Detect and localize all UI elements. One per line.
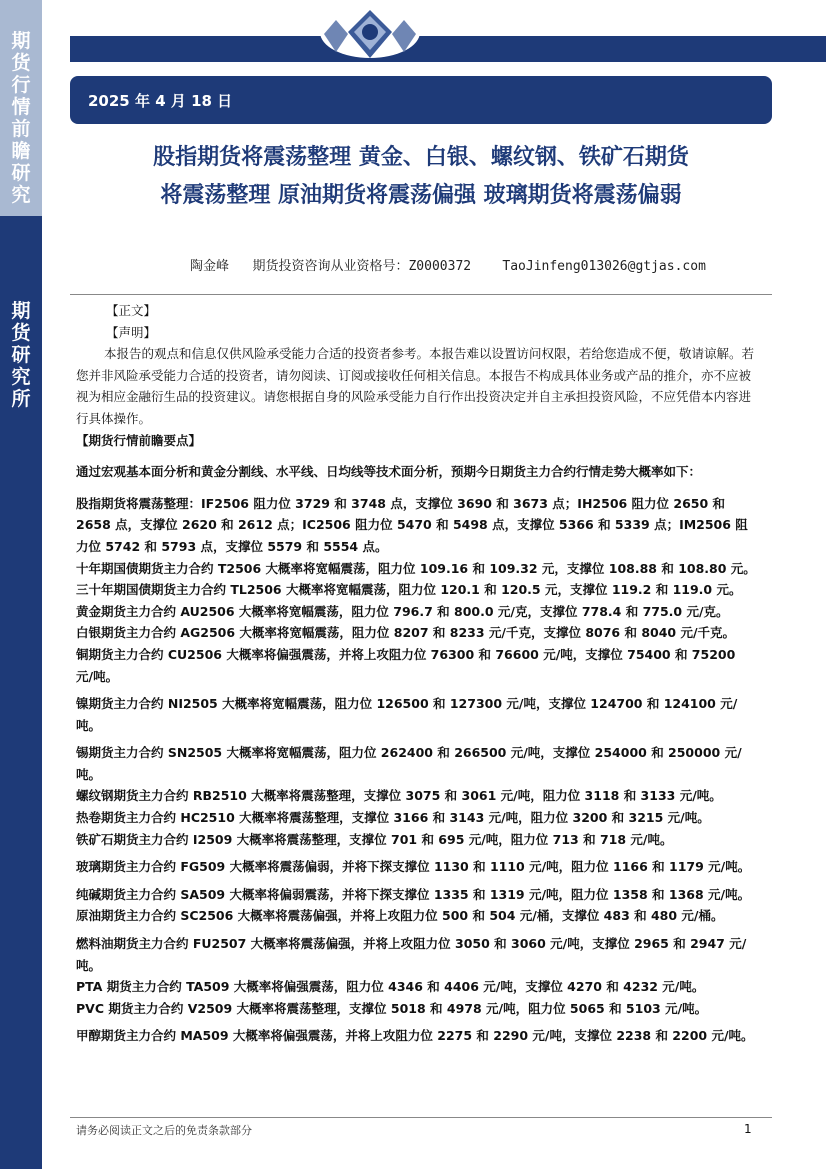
section-disclaimer-heading: 【声明】 [106, 324, 157, 340]
forecast-item: 纯碱期货主力合约 SA509 大概率将偏弱震荡，并将下探支撑位 1335 和 1319 元/吨，阻力位 1358 和 1368 元/吨。 [76, 886, 751, 902]
forecast-item: 股指期货将震荡整理：IF2506 阻力位 3729 和 3748 点，支撑位 3690 和 3673 点；IH2506 阻力位 2650 和 2658 点，支撑位 2620 和 2612 点；IC2506 阻力位 5470 和 5498 点，支撑位 5366 和 5339 点；IM2506 阻力位 5742 和 5793 点，支撑位 5579 和 5554 点。 [76, 495, 748, 554]
sidebar-bottom-label [0, 300, 42, 410]
forecast-item: 镍期货主力合约 NI2505 大概率将宽幅震荡，阻力位 126500 和 127300 元/吨，支撑位 124700 和 124100 元/吨。 [76, 696, 738, 733]
forecast-item: 白银期货主力合约 AG2506 大概率将宽幅震荡，阻力位 8207 和 8233 元/千克，支撑位 8076 和 8040 元/千克。 [76, 625, 736, 641]
sidebar-char: 瞻 [11, 140, 31, 162]
section-main-heading: 【正文】 [106, 303, 157, 318]
forecast-item: 三十年期国债期货主力合约 TL2506 大概率将宽幅震荡，阻力位 120.1 和 120.5 元，支撑位 119.2 和 119.0 元。 [76, 582, 742, 598]
forecast-item: 热卷期货主力合约 HC2510 大概率将震荡整理，支撑位 3166 和 3143 元/吨，阻力位 3200 和 3215 元/吨。 [76, 810, 710, 826]
forecast-item: 玻璃期货主力合约 FG509 大概率将震荡偏弱，并将下探支撑位 1130 和 1110 元/吨，阻力位 1166 和 1179 元/吨。 [76, 859, 751, 875]
section-points-heading: 【期货行情前瞻要点】 [76, 432, 202, 448]
forecast-item: 螺纹钢期货主力合约 RB2510 大概率将震荡整理，支撑位 3075 和 3061 元/吨，阻力位 3118 和 3133 元/吨。 [76, 788, 722, 804]
sidebar-char: 前 [11, 118, 31, 140]
forecast-item: 铁矿石期货主力合约 I2509 大概率将震荡整理，支撑位 701 和 695 元/吨，阻力位 713 和 718 元/吨。 [76, 831, 673, 847]
forecast-item: 黄金期货主力合约 AU2506 大概率将宽幅震荡，阻力位 796.7 和 800.0 元/克，支撑位 778.4 和 775.0 元/克。 [76, 603, 729, 619]
sidebar-char: 究 [11, 366, 31, 388]
forecast-item: 原油期货主力合约 SC2506 大概率将震荡偏强，并将上攻阻力位 500 和 504 元/桶，支撑位 483 和 480 元/桶。 [76, 908, 724, 924]
divider [70, 294, 772, 295]
sidebar-char: 究 [11, 184, 31, 206]
forecast-item: PVC 期货主力合约 V2509 大概率将震荡整理，支撑位 5018 和 4978 元/吨，阻力位 5065 和 5103 元/吨。 [76, 1000, 708, 1016]
forecast-item: PTA 期货主力合约 TA509 大概率将偏强震荡，阻力位 4346 和 4406 元/吨，支撑位 4270 和 4232 元/吨。 [76, 979, 705, 995]
report-date: 2025 年 4 月 18 日 [88, 92, 233, 110]
forecast-item: 铜期货主力合约 CU2506 大概率将偏强震荡，并将上攻阻力位 76300 和 76600 元/吨，支撑位 75400 和 75200 元/吨。 [76, 646, 736, 684]
diamond-logo-icon [318, 4, 422, 60]
report-body [76, 300, 756, 1047]
title-line-2: 将震荡整理 原油期货将震荡偏强 玻璃期货将震荡偏弱 [160, 182, 682, 208]
sidebar-char: 情 [11, 96, 31, 118]
sidebar-char: 研 [11, 344, 31, 366]
date-bar [70, 76, 772, 124]
page-number: 1 [744, 1122, 752, 1136]
report-title [76, 138, 766, 214]
forecast-item: 燃料油期货主力合约 FU2507 大概率将震荡偏强，并将上攻阻力位 3050 和 3060 元/吨，支撑位 2965 和 2947 元/吨。 [76, 936, 747, 973]
sidebar-char: 货 [11, 52, 31, 74]
title-line-1: 股指期货将震荡整理 黄金、白银、螺纹钢、铁矿石期货 [153, 144, 689, 170]
forecast-list [76, 493, 756, 1047]
sidebar-char: 行 [11, 74, 31, 96]
forecast-item: 锡期货主力合约 SN2505 大概率将宽幅震荡，阻力位 262400 和 266500 元/吨，支撑位 254000 和 250000 元/吨。 [76, 745, 742, 782]
author-line: 陶金峰 期货投资咨询从业资格号：Z0000372 TaoJinfeng013026@gtjas.com [190, 259, 706, 274]
sidebar-char: 所 [11, 388, 31, 410]
sidebar-char: 期 [11, 300, 31, 322]
forecast-item: 十年期国债期货主力合约 T2506 大概率将宽幅震荡，阻力位 109.16 和 109.32 元，支撑位 108.88 和 108.80 元。 [76, 560, 756, 576]
disclaimer-text: 本报告的观点和信息仅供风险承受能力合适的投资者参考。本报告难以设置访问权限，若给您造成不便，敬请谅解。若您并非风险承受能力合适的投资者，请勿阅读、订阅或接收任何相关信息。本报告不构成具体业务或产品的推介，亦不应被视为相应金融衍生品的投资建议。请您根据自身的风险承受能力自行作出投资决定并自主承担投资风险，不应凭借本内容进行具体操作。 [76, 346, 755, 426]
footer-divider [70, 1117, 772, 1118]
sidebar-char: 期 [11, 30, 31, 52]
footer-note: 请务必阅读正文之后的免责条款部分 [76, 1124, 252, 1137]
forecast-item: 甲醇期货主力合约 MA509 大概率将偏强震荡，并将上攻阻力位 2275 和 2290 元/吨，支撑位 2238 和 2200 元/吨。 [76, 1028, 754, 1044]
sidebar-char: 研 [11, 162, 31, 184]
header-band [70, 36, 826, 62]
intro-text: 通过宏观基本面分析和黄金分割线、水平线、日均线等技术面分析，预期今日期货主力合约行情走势大概率如下： [76, 464, 702, 480]
sidebar-top-label [0, 30, 42, 206]
sidebar-char: 货 [11, 322, 31, 344]
